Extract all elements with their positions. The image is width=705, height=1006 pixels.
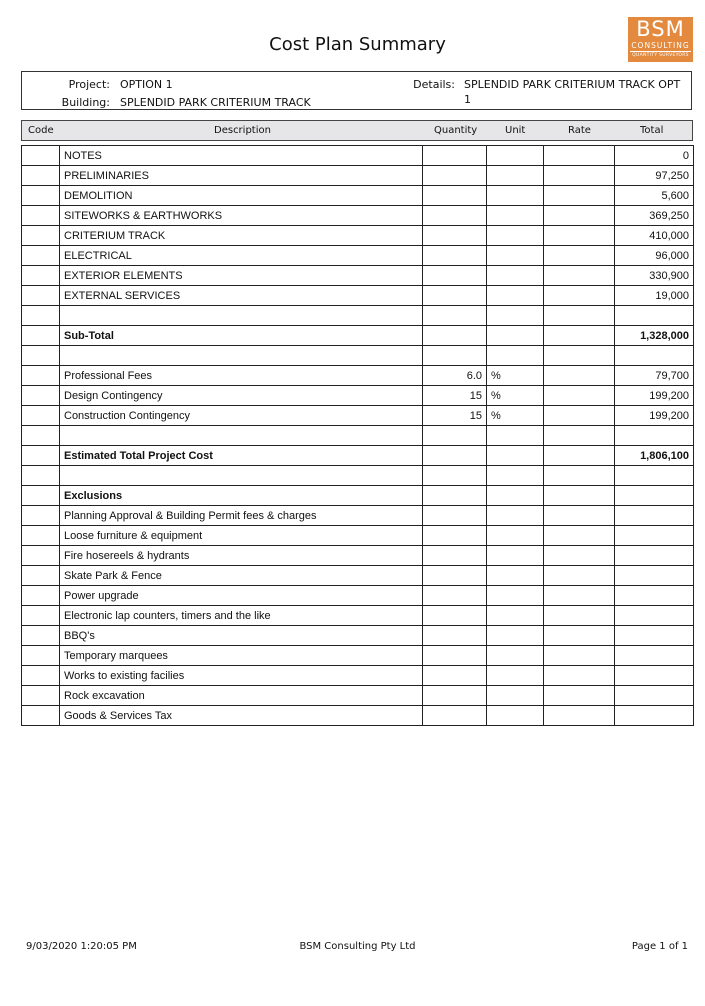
table-row [22,646,694,666]
cell-rate [544,266,615,286]
col-total: Total [640,125,664,136]
cell-unit [487,246,544,266]
cell-total: 97,250 [615,166,694,186]
cell-rate [544,526,615,546]
page-title: Cost Plan Summary [269,34,446,55]
cell-quantity [423,166,487,186]
cell-code [22,626,60,646]
cell-rate [544,566,615,586]
cell-total: 330,900 [615,266,694,286]
cell-quantity [423,146,487,166]
cell-unit [487,606,544,626]
building-label: Building: [61,96,110,109]
cell-unit [487,646,544,666]
cell-rate [544,586,615,606]
cell-total [615,526,694,546]
cell-unit [487,286,544,306]
cell-description [60,306,423,326]
table-row [22,606,694,626]
cell-quantity [423,206,487,226]
cell-quantity: 15 [423,386,487,406]
cell-description: Skate Park & Fence [60,566,423,586]
table-row [22,566,694,586]
cell-code [22,326,60,346]
col-code: Code [28,125,54,136]
project-label: Project: [68,78,110,91]
cell-description: CRITERIUM TRACK [60,226,423,246]
cell-unit [487,166,544,186]
col-description: Description [214,125,271,136]
table-row [22,546,694,566]
cell-quantity [423,646,487,666]
cell-rate [544,486,615,506]
cell-description: PRELIMINARIES [60,166,423,186]
cell-quantity [423,526,487,546]
cell-code [22,506,60,526]
cell-code [22,246,60,266]
cell-unit [487,626,544,646]
cell-quantity [423,346,487,366]
cell-description: DEMOLITION [60,186,423,206]
cell-quantity [423,506,487,526]
cell-total [615,486,694,506]
cell-unit [487,486,544,506]
table-row [22,306,694,326]
cell-description [60,466,423,486]
table-row [22,686,694,706]
cell-code [22,406,60,426]
table-row [22,366,694,386]
cell-total: 19,000 [615,286,694,306]
cell-total: 96,000 [615,246,694,266]
cell-description: Electronic lap counters, timers and the like [60,606,423,626]
cell-code [22,206,60,226]
cell-rate [544,406,615,426]
cell-total: 199,200 [615,386,694,406]
cell-rate [544,426,615,446]
details-label: Details: [413,78,455,91]
table-row [22,666,694,686]
col-quantity: Quantity [434,125,478,136]
cell-total [615,426,694,446]
cell-unit [487,686,544,706]
cell-unit [487,306,544,326]
footer-company: BSM Consulting Pty Ltd [299,941,416,952]
cell-quantity [423,586,487,606]
logo-sub: CONSULTING [631,41,690,50]
cell-description: Power upgrade [60,586,423,606]
col-unit: Unit [505,125,526,136]
cell-total: 0 [615,146,694,166]
cell-quantity [423,306,487,326]
cell-code [22,266,60,286]
cell-description: Works to existing facilies [60,666,423,686]
cell-code [22,586,60,606]
building-value: SPLENDID PARK CRITERIUM TRACK [120,96,311,109]
cell-quantity [423,186,487,206]
cell-total: 410,000 [615,226,694,246]
cell-quantity [423,426,487,446]
cell-code [22,166,60,186]
logo-tag: QUANTITY SURVEYORS [632,53,689,58]
cell-total: 1,328,000 [615,326,694,346]
cell-total: 79,700 [615,366,694,386]
cell-total [615,306,694,326]
cell-unit [487,146,544,166]
cell-rate [544,206,615,226]
table-row [22,446,694,466]
cell-description: ELECTRICAL [60,246,423,266]
cell-quantity [423,466,487,486]
cell-code [22,706,60,726]
table-row [22,226,694,246]
cell-description: NOTES [60,146,423,166]
cell-rate [544,506,615,526]
table-row [22,206,694,226]
cell-code [22,306,60,326]
cell-description: BBQ's [60,626,423,646]
company-logo [628,17,693,62]
cell-description: Exclusions [60,486,423,506]
cell-unit [487,566,544,586]
cell-quantity [423,446,487,466]
cell-unit [487,466,544,486]
cell-unit [487,586,544,606]
cell-rate [544,166,615,186]
cell-total [615,466,694,486]
cell-rate [544,666,615,686]
cell-code [22,426,60,446]
cell-description [60,346,423,366]
cell-unit: % [487,406,544,426]
table-row [22,706,694,726]
table-row [22,526,694,546]
cell-total [615,626,694,646]
cell-rate [544,686,615,706]
cell-description: Design Contingency [60,386,423,406]
cell-unit [487,546,544,566]
col-rate: Rate [568,125,591,136]
cell-rate [544,626,615,646]
cell-quantity [423,626,487,646]
cell-code [22,546,60,566]
cell-unit [487,666,544,686]
cell-unit [487,266,544,286]
cell-quantity [423,686,487,706]
logo-brand: BSM [636,17,685,41]
details-line-1: SPLENDID PARK CRITERIUM TRACK OPT [464,78,681,91]
cell-unit [487,446,544,466]
cell-quantity [423,546,487,566]
table-row [22,146,694,166]
project-value: OPTION 1 [120,78,173,91]
cell-description: Estimated Total Project Cost [60,446,423,466]
cell-quantity [423,666,487,686]
cell-rate [544,706,615,726]
cell-total [615,666,694,686]
cell-total [615,566,694,586]
cell-code [22,566,60,586]
project-info-box [21,71,692,110]
cell-quantity [423,246,487,266]
cell-unit [487,226,544,246]
table-row [22,626,694,646]
cell-total [615,646,694,666]
cell-rate [544,246,615,266]
cell-rate [544,186,615,206]
cell-rate [544,346,615,366]
cell-quantity [423,606,487,626]
cell-code [22,686,60,706]
table-row [22,586,694,606]
cell-description: EXTERIOR ELEMENTS [60,266,423,286]
cell-total [615,686,694,706]
cell-code [22,666,60,686]
cell-description: Temporary marquees [60,646,423,666]
footer-page: Page 1 of 1 [631,941,688,952]
cell-rate [544,546,615,566]
cell-description: Sub-Total [60,326,423,346]
cell-rate [544,386,615,406]
cell-unit [487,186,544,206]
cell-code [22,226,60,246]
cell-code [22,286,60,306]
cost-table [21,145,694,726]
cell-unit [487,706,544,726]
table-row [22,406,694,426]
cell-description: Planning Approval & Building Permit fees & charges [60,506,423,526]
cell-unit [487,346,544,366]
table-row [22,326,694,346]
cell-unit [487,206,544,226]
table-row [22,266,694,286]
table-row [22,506,694,526]
cell-description [60,426,423,446]
cell-total: 199,200 [615,406,694,426]
cell-total [615,506,694,526]
cell-code [22,346,60,366]
cell-rate [544,306,615,326]
cell-quantity [423,486,487,506]
cell-unit: % [487,366,544,386]
table-row [22,346,694,366]
cell-total [615,606,694,626]
cell-rate [544,226,615,246]
cell-description: Professional Fees [60,366,423,386]
table-row [22,166,694,186]
cell-quantity: 6.0 [423,366,487,386]
cell-quantity [423,566,487,586]
cell-total: 369,250 [615,206,694,226]
cell-description: EXTERNAL SERVICES [60,286,423,306]
cell-description: Rock excavation [60,686,423,706]
footer-timestamp: 9/03/2020 1:20:05 PM [26,941,137,952]
cell-code [22,146,60,166]
cell-unit [487,506,544,526]
cell-total [615,346,694,366]
table-row [22,486,694,506]
column-header-bar [21,120,693,141]
cell-code [22,446,60,466]
cell-unit [487,326,544,346]
cell-total [615,586,694,606]
cell-code [22,486,60,506]
cell-code [22,646,60,666]
table-row [22,466,694,486]
cell-quantity [423,326,487,346]
cell-total [615,706,694,726]
cell-rate [544,446,615,466]
cell-unit [487,426,544,446]
cell-rate [544,466,615,486]
cell-quantity: 15 [423,406,487,426]
cell-unit: % [487,386,544,406]
cell-description: Construction Contingency [60,406,423,426]
cell-quantity [423,286,487,306]
cell-quantity [423,266,487,286]
cell-total: 1,806,100 [615,446,694,466]
cell-rate [544,146,615,166]
cell-code [22,186,60,206]
cell-code [22,386,60,406]
cell-total [615,546,694,566]
cell-rate [544,326,615,346]
cell-quantity [423,706,487,726]
table-row [22,246,694,266]
cell-description: Loose furniture & equipment [60,526,423,546]
cell-unit [487,526,544,546]
table-row [22,386,694,406]
cell-rate [544,286,615,306]
cell-description: Goods & Services Tax [60,706,423,726]
details-line-2: 1 [464,93,471,106]
cell-code [22,526,60,546]
cell-code [22,606,60,626]
cell-code [22,366,60,386]
table-row [22,286,694,306]
table-row [22,426,694,446]
cell-code [22,466,60,486]
cell-rate [544,366,615,386]
cell-rate [544,646,615,666]
cell-description: SITEWORKS & EARTHWORKS [60,206,423,226]
table-row [22,186,694,206]
cell-rate [544,606,615,626]
cell-quantity [423,226,487,246]
cell-description: Fire hosereels & hydrants [60,546,423,566]
cell-total: 5,600 [615,186,694,206]
